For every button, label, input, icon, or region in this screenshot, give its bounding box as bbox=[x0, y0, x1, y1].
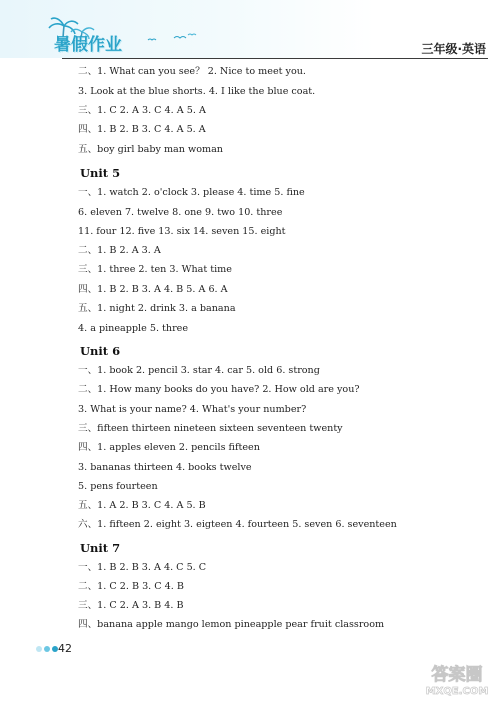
answer-line: 三、1. C 2. A 3. B 4. B bbox=[78, 600, 184, 611]
answer-line: 二、1. How many books do you have? 2. How old are you? bbox=[78, 384, 360, 395]
answer-line: 二、1. C 2. B 3. C 4. B bbox=[78, 581, 184, 592]
footer-dot bbox=[44, 646, 50, 652]
svg-text:答案圈: 答案圈 bbox=[431, 665, 483, 685]
answer-line: 11. four 12. five 13. six 14. seven 15. eight bbox=[78, 226, 286, 237]
answer-line: 一、1. book 2. pencil 3. star 4. car 5. old 6. strong bbox=[78, 365, 320, 376]
logo-text: 暑假作业 bbox=[54, 35, 122, 55]
answer-line: 3. Look at the blue shorts. 4. I like the blue coat. bbox=[78, 86, 316, 97]
grade-subject-label: 三年级·英语 bbox=[421, 42, 486, 56]
birds-icon bbox=[172, 32, 202, 42]
answer-line: 二、1. B 2. A 3. A bbox=[78, 245, 161, 256]
answer-line: 四、banana apple mango lemon pineapple pear fruit classroom bbox=[78, 619, 385, 630]
answer-line: 6. eleven 7. twelve 8. one 9. two 10. three bbox=[78, 207, 283, 218]
answer-line: 三、1. three 2. ten 3. What time bbox=[78, 264, 232, 275]
answer-line: 六、1. fifteen 2. eight 3. eigteen 4. fourteen 5. seven 6. seventeen bbox=[78, 519, 397, 530]
watermark-icon bbox=[418, 660, 496, 698]
header-divider bbox=[62, 58, 488, 59]
answer-line: 五、boy girl baby man woman bbox=[78, 144, 223, 155]
answer-line: 5. pens fourteen bbox=[78, 481, 158, 492]
page-number: 42 bbox=[58, 642, 72, 655]
answer-line: 一、1. B 2. B 3. A 4. C 5. C bbox=[78, 562, 207, 573]
answer-line: 三、1. C 2. A 3. C 4. A 5. A bbox=[78, 105, 206, 116]
answer-line: 四、1. B 2. B 3. A 4. B 5. A 6. A bbox=[78, 284, 228, 295]
answer-line: 二、1. What can you see？ 2. Nice to meet you. bbox=[78, 66, 306, 77]
unit-heading: Unit 7 bbox=[80, 541, 121, 555]
answer-line: 4. a pineapple 5. three bbox=[78, 323, 189, 334]
svg-text:MXQE.COM: MXQE.COM bbox=[425, 686, 489, 697]
answer-line: 3. What is your name? 4. What's your number? bbox=[78, 404, 307, 415]
unit-heading: Unit 6 bbox=[80, 344, 121, 358]
footer-dot bbox=[36, 646, 42, 652]
unit-heading: Unit 5 bbox=[80, 166, 121, 180]
watermark-logo bbox=[418, 660, 496, 698]
answer-line: 五、1. night 2. drink 3. a banana bbox=[78, 303, 236, 314]
answer-line: 四、1. B 2. B 3. C 4. A 5. A bbox=[78, 124, 206, 135]
answer-line: 3. bananas thirteen 4. books twelve bbox=[78, 462, 252, 473]
answer-line: 一、1. watch 2. o'clock 3. please 4. time 5. fine bbox=[78, 187, 305, 198]
answer-line: 五、1. A 2. B 3. C 4. A 5. B bbox=[78, 500, 206, 511]
answer-line: 四、1. apples eleven 2. pencils fifteen bbox=[78, 442, 260, 453]
answer-line: 三、fifteen thirteen nineteen sixteen seventeen twenty bbox=[78, 423, 343, 434]
